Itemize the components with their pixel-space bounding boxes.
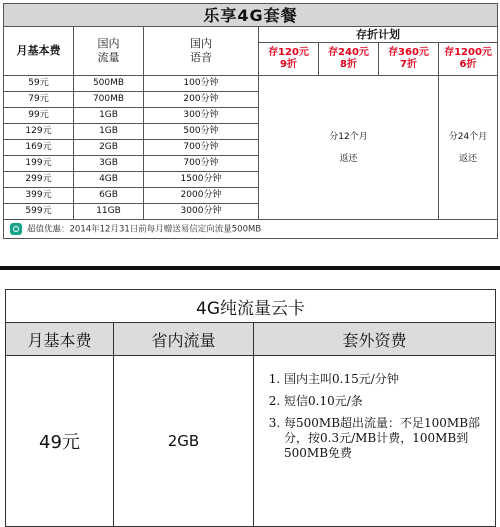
cell-voice: 100分钟 — [144, 76, 259, 92]
cell-data: 1GB — [74, 108, 144, 124]
cell-voice: 3000分钟 — [144, 204, 259, 220]
header-monthly-fee: 月基本费 — [6, 323, 114, 356]
cell-fee: 299元 — [4, 172, 74, 188]
cell-voice: 2000分钟 — [144, 188, 259, 204]
list-item: 2. 短信0.10元/条 — [284, 394, 487, 409]
deposit-tier-3: 存360元 7折 — [379, 43, 439, 76]
cell-data: 1GB — [74, 124, 144, 140]
header-monthly-fee: 月基本费 — [4, 27, 74, 76]
table1-title: 乐享4G套餐 — [4, 4, 498, 27]
return-12-months: 分12个月 返还 — [259, 76, 439, 220]
cell-fee: 129元 — [4, 124, 74, 140]
deposit-tier-2: 存240元 8折 — [319, 43, 379, 76]
cell-fee: 169元 — [4, 140, 74, 156]
cell-fee: 79元 — [4, 92, 74, 108]
cell-voice: 700分钟 — [144, 140, 259, 156]
cell-fee: 59元 — [4, 76, 74, 92]
cell-voice: 1500分钟 — [144, 172, 259, 188]
plan-table-4g — [3, 3, 497, 256]
section-divider — [0, 266, 500, 270]
promo-note — [4, 220, 498, 239]
cell-data: 2GB — [114, 356, 254, 527]
cell-voice: 200分钟 — [144, 92, 259, 108]
cell-data: 700MB — [74, 92, 144, 108]
cell-fee: 49元 — [6, 356, 114, 527]
cell-fee: 199元 — [4, 156, 74, 172]
list-item: 3. 每500MB超出流量：不足100MB部分，按0.3元/MB计费，100MB到500MB免费 — [284, 416, 487, 461]
cell-data: 2GB — [74, 140, 144, 156]
table-row — [4, 76, 498, 92]
header-extra-fees: 套外资费 — [254, 323, 496, 356]
deposit-tier-4: 存1200元 6折 — [439, 43, 498, 76]
promo-note-text: 超值优惠：2014年12月31日前每月赠送易信定向流量500MB — [27, 224, 262, 235]
cell-data: 3GB — [74, 156, 144, 172]
return-24-months: 分24个月 返还 — [439, 76, 498, 220]
extra-fees-list — [254, 356, 496, 527]
cell-voice: 500分钟 — [144, 124, 259, 140]
header-deposit-plan: 存折计划 — [259, 27, 498, 43]
deposit-tier-1: 存120元 9折 — [259, 43, 319, 76]
cell-data: 500MB — [74, 76, 144, 92]
cell-data: 11GB — [74, 204, 144, 220]
header-domestic-data: 国内 流量 — [74, 27, 144, 76]
list-item: 1. 国内主叫0.15元/分钟 — [284, 372, 487, 387]
table2-title: 4G纯流量云卡 — [6, 290, 496, 323]
cloud-card-table — [5, 289, 495, 527]
cell-fee: 399元 — [4, 188, 74, 204]
cell-voice: 300分钟 — [144, 108, 259, 124]
cell-data: 6GB — [74, 188, 144, 204]
cell-fee: 99元 — [4, 108, 74, 124]
header-domestic-voice: 国内 语音 — [144, 27, 259, 76]
info-icon — [10, 223, 22, 235]
cell-fee: 599元 — [4, 204, 74, 220]
header-province-data: 省内流量 — [114, 323, 254, 356]
cell-data: 4GB — [74, 172, 144, 188]
cell-voice: 700分钟 — [144, 156, 259, 172]
